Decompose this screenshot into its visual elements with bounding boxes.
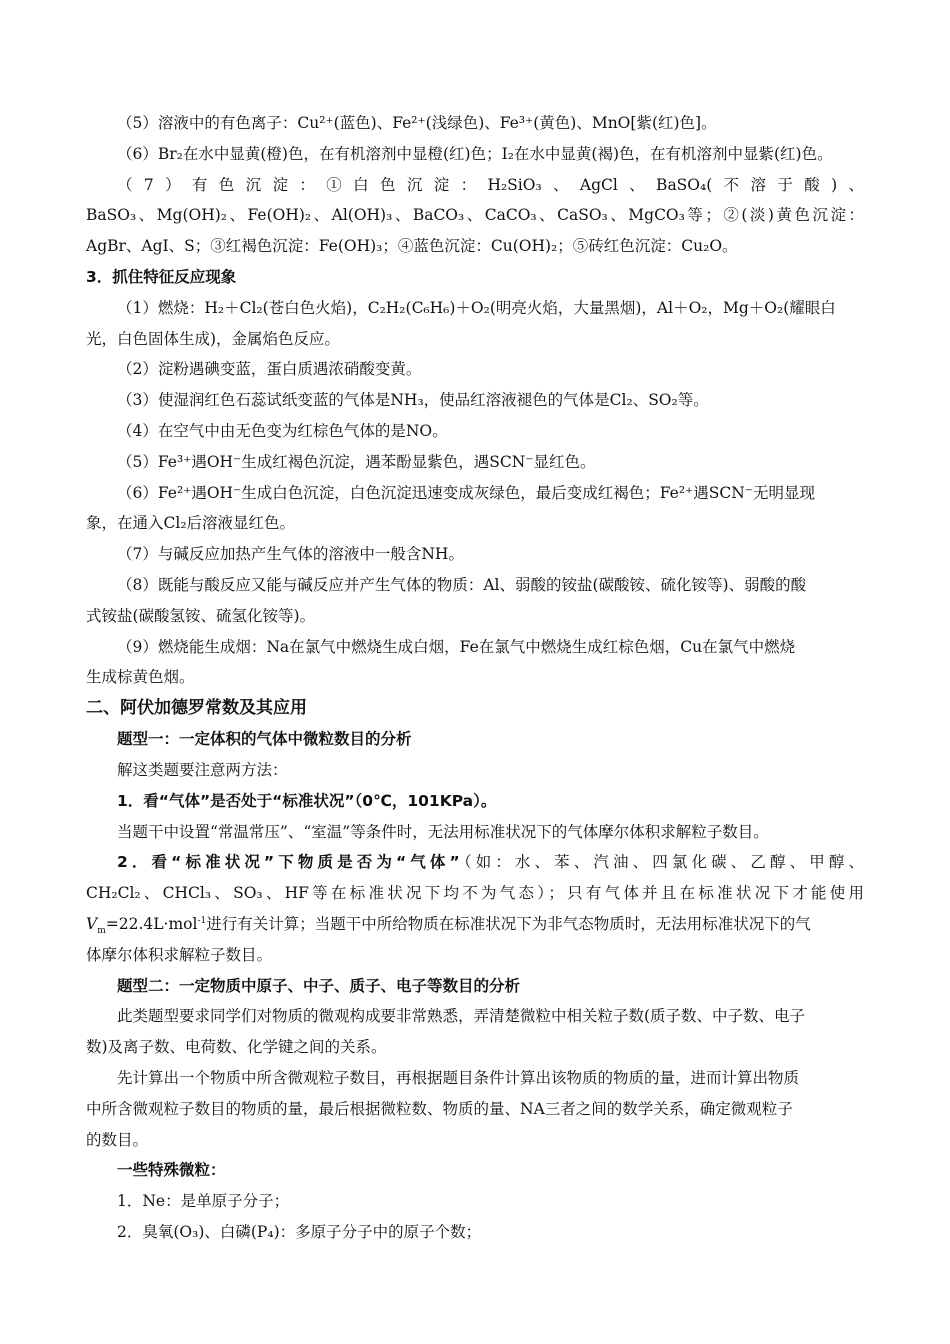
paragraph-method-two-line2: CH₂Cl₂、CHCl₃、SO₃、HF等在标准状况下均不为气态）；只有气体并且在标准状况下才能使用 [86, 884, 864, 903]
subheading-special-particles: 一些特殊微粒： [117, 1161, 226, 1180]
paragraph-calc-line1: 先计算出一个物质中所含微观粒子数目，再根据题目条件计算出该物质的物质的量，进而计算出物质 [117, 1068, 800, 1087]
paragraph-type-two-line2: 数)及离子数、电荷数、化学键之间的关系。 [86, 1038, 387, 1057]
paragraph-method-two-line1 [86, 847, 864, 878]
paragraph-calc-line2: 中所含微观粒子数目的物质的量，最后根据微粒数、物质的量、NA三者之间的数学关系，确定微观粒子 [86, 1099, 793, 1118]
list-item-neon: 1．Ne：是单原子分子； [117, 1192, 290, 1211]
molar-volume-exponent: -1 [197, 915, 207, 926]
section-heading-avogadro: 二、阿伏加德罗常数及其应用 [86, 698, 307, 719]
molar-volume-value: =22.4L·mol [105, 914, 198, 933]
paragraph-starch-iodine: （2）淀粉遇碘变蓝，蛋白质遇浓硝酸变黄。 [117, 360, 422, 379]
paragraph-halogen-colors: （6）Br₂在水中显黄(橙)色，在有机溶剂中显橙(红)色；I₂在水中显黄(褐)色，在有机溶剂中显紫(红)色。 [117, 144, 833, 163]
paragraph-smoke-line2: 生成棕黄色烟。 [86, 668, 195, 687]
paragraph-precipitates-line1: （7）有色沉淀：①白色沉淀：H₂SiO₃、AgCl、BaSO₄(不溶于酸)、 [117, 175, 864, 194]
paragraph-type-two-line1: 此类题型要求同学们对物质的微观构成要非常熟悉，弄清楚微粒中相关粒子数(质子数、中子数、电子 [117, 1007, 806, 1026]
paragraph-method-one-body: 当题干中设置“常温常压”、“室温”等条件时，无法用标准状况下的气体摩尔体积求解粒子数目。 [117, 822, 769, 841]
subheading-type-one: 题型一：一定体积的气体中微粒数目的分析 [117, 730, 412, 749]
heading-reaction-phenomena: 3．抓住特征反应现象 [86, 267, 237, 286]
paragraph-colored-ions: （5）溶液中的有色离子：Cu²⁺(蓝色)、Fe²⁺(浅绿色)、Fe³⁺(黄色)、MnO[紫(红)色]。 [117, 114, 717, 132]
paragraph-amphoteric-line2: 式铵盐(碳酸氢铵、硫氢化铵等)。 [86, 606, 316, 625]
paragraph-method-one-heading: 1．看“气体”是否处于“标准状况”（0℃，101KPa）。 [117, 791, 497, 810]
molar-volume-subscript: m [97, 926, 106, 937]
paragraph-fe3: （5）Fe³⁺遇OH⁻生成红褐色沉淀，遇苯酚显紫色，遇SCN⁻显红色。 [117, 452, 596, 471]
paragraph-precipitates-line3: AgBr、AgI、S；③红褐色沉淀：Fe(OH)₃；④蓝色沉淀：Cu(OH)₂；⑤砖红色沉淀：Cu₂O。 [86, 237, 738, 256]
method-two-examples: （如：水、苯、汽油、四氯化碳、乙醇、甲醇、 [459, 853, 864, 872]
list-item-ozone-phosphorus: 2．臭氧(O₃)、白磷(P₄)：多原子分子中的原子个数； [117, 1222, 482, 1241]
paragraph-ammonium: （7）与碱反应加热产生气体的溶液中一般含NH。 [117, 545, 464, 564]
paragraph-method-two-line4: 体摩尔体积求解粒子数目。 [86, 945, 273, 964]
paragraph-litmus: （3）使湿润红色石蕊试纸变蓝的气体是NH₃，使品红溶液褪色的气体是Cl₂、SO₂等。 [117, 391, 709, 410]
paragraph-smoke-line1: （9）燃烧能生成烟：Na在氯气中燃烧生成白烟，Fe在氯气中燃烧生成红棕色烟，Cu在氯气中燃烧 [117, 637, 796, 656]
paragraph-precipitates-line2: BaSO₃、Mg(OH)₂、Fe(OH)₂、Al(OH)₃、BaCO₃、CaCO₃、CaSO₃、MgCO₃等；②(淡)黄色沉淀： [86, 206, 864, 225]
subheading-type-two: 题型二：一定物质中原子、中子、质子、电子等数目的分析 [117, 976, 521, 995]
method-two-line3-rest: 进行有关计算；当题干中所给物质在标准状况下为非气态物质时，无法用标准状况下的气 [206, 914, 811, 933]
paragraph-fe2-line2: 象，在通入Cl₂后溶液显红色。 [86, 514, 296, 533]
paragraph-amphoteric-line1: （8）既能与酸反应又能与碱反应并产生气体的物质：Al、弱酸的铵盐(碳酸铵、硫化铵等)、弱酸的酸 [117, 575, 807, 594]
molar-volume-symbol: V [86, 914, 98, 933]
method-two-heading: 2．看“标准状况”下物质是否为“气体” [117, 853, 460, 872]
document-page [86, 108, 864, 1248]
paragraph-calc-line3: 的数目。 [86, 1130, 149, 1149]
paragraph-method-two-line3 [86, 909, 864, 940]
paragraph-two-methods: 解这类题要注意两方法： [117, 760, 288, 779]
paragraph-combustion-line1: （1）燃烧：H₂＋Cl₂(苍白色火焰)，C₂H₂(C₆H₆)＋O₂(明亮火焰，大量黑烟)，Al＋O₂，Mg＋O₂(耀眼白 [117, 298, 836, 317]
paragraph-combustion-line2: 光，白色固体生成)，金属焰色反应。 [86, 329, 341, 348]
paragraph-fe2-line1: （6）Fe²⁺遇OH⁻生成白色沉淀，白色沉淀迅速变成灰绿色，最后变成红褐色；Fe²⁺遇SCN⁻无明显现 [117, 483, 815, 502]
paragraph-no-gas: （4）在空气中由无色变为红棕色气体的是NO。 [117, 421, 448, 440]
